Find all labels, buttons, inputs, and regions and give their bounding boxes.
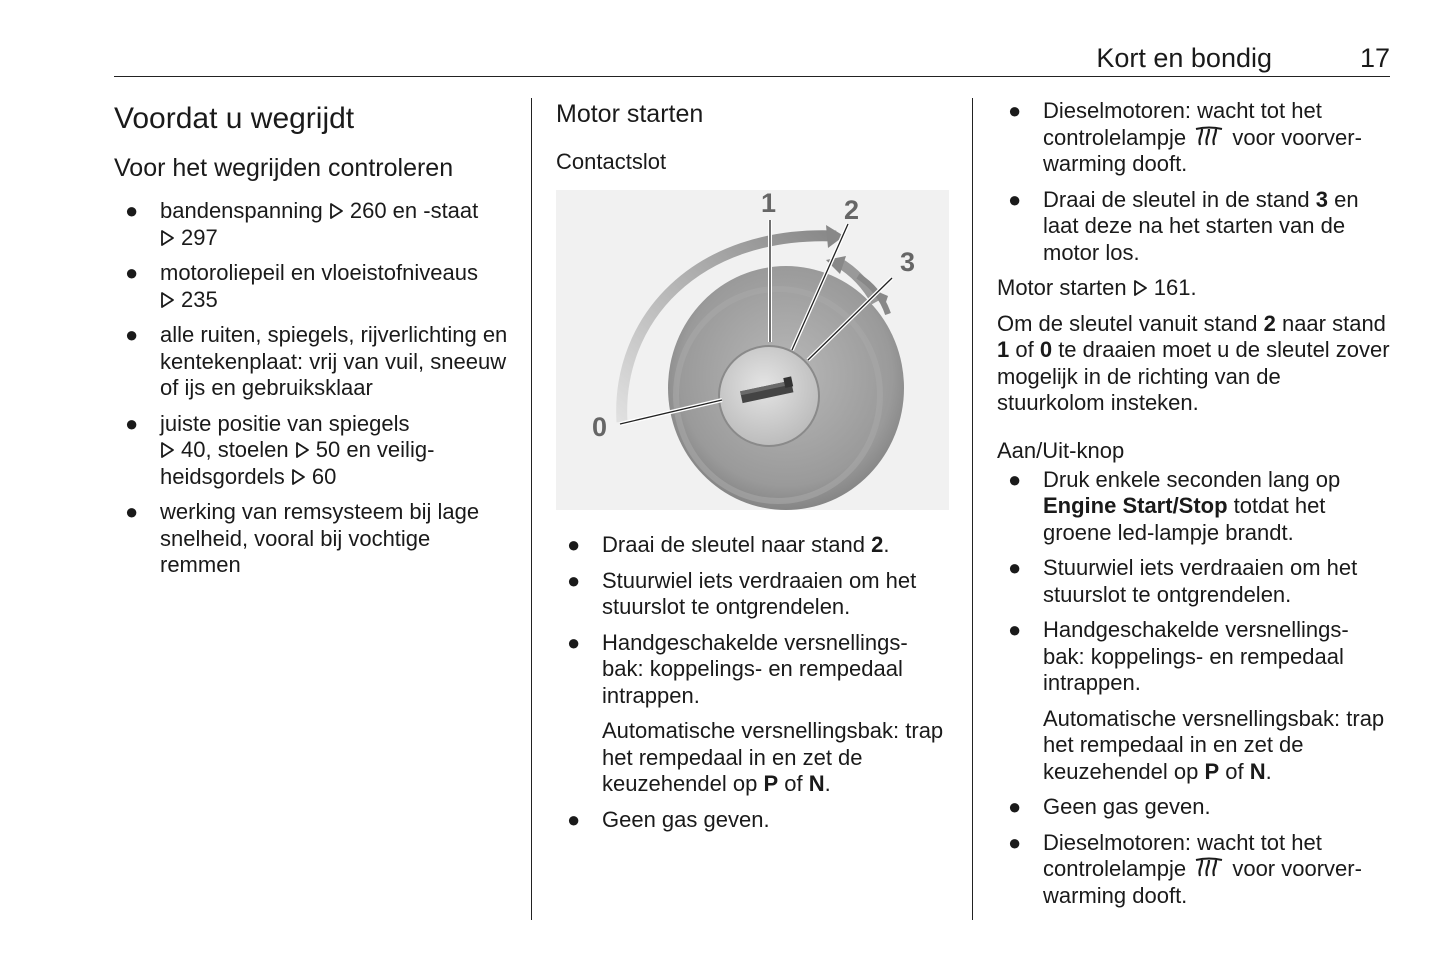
paragraph: Om de sleutel vanuit stand 2 naar stand 1 of 0 te draaien moet u de sleutel zover mogelijk in de richting van de stuurkolom insteken. — [997, 310, 1390, 415]
page-reference[interactable]: 161. — [1153, 275, 1197, 300]
page-header — [114, 40, 1390, 77]
instruction-list — [997, 467, 1390, 910]
list-item: ● Draai de sleutel naar stand 2. — [567, 532, 890, 557]
page-reference[interactable]: 260 en -staat — [349, 198, 479, 223]
page-reference[interactable]: 297 — [181, 224, 218, 250]
sub-paragraph: Automatische versnellingsbak: trap het rempedaal in en zet de keuzehendel op P of N. — [1043, 705, 1385, 784]
subsection-heading: Voor het wegrijden controleren — [114, 154, 454, 182]
reference-arrow-icon — [295, 441, 310, 459]
list-item: ● Handgeschakelde versnellings-bak: koppelings- en rempedaal intrappen. Automatische versnellingsbak: trap het rempedaal in en zet de keuzehendel op P of N. — [556, 630, 948, 798]
list-item: ● alle ruiten, spiegels, rijverlichting en kentekenplaat: vrij van vuil, sneeuw of ijs en gebruiksklaar — [125, 322, 508, 400]
list-item: ● Dieselmotoren: wacht tot het controlelampje voor voorver-warming dooft. — [1008, 98, 1362, 176]
instruction-list — [556, 532, 948, 833]
reference-arrow-icon — [160, 229, 175, 247]
subsection-heading: Contactslot — [556, 149, 667, 174]
sub-paragraph: Automatische versnellingsbak: trap het rempedaal in en zet de keuzehendel op P of N. — [602, 718, 944, 796]
position-label-1: 1 — [761, 190, 777, 218]
page-reference[interactable]: 40, stoelen — [181, 437, 289, 462]
reference-arrow-icon — [1133, 279, 1148, 297]
list-item: ● Druk enkele seconden lang op Engine Start/Stop totdat het groene led-lampje brandt. — [1008, 466, 1341, 545]
section-title: Kort en bondig — [1096, 43, 1272, 73]
position-label-0: 0 — [592, 412, 608, 442]
ignition-diagram — [556, 190, 949, 510]
checklist — [114, 198, 514, 579]
page-reference[interactable]: 235 — [181, 286, 218, 312]
list-item: ● Stuurwiel iets verdraaien om het stuurslot te ontgrendelen. — [1008, 555, 1358, 607]
position-label-3: 3 — [900, 247, 916, 277]
page-reference[interactable]: 60 — [311, 463, 337, 489]
position-label-2: 2 — [844, 195, 860, 225]
page-reference[interactable]: 50 en veilig-heidsgordels — [160, 437, 435, 489]
page-number: 17 — [1359, 43, 1390, 73]
list-item: ● Dieselmotoren: wacht tot het controlelampje voor voorver-warming dooft. — [1008, 829, 1362, 908]
reference-arrow-icon — [160, 441, 175, 459]
list-item: ● juiste positie van spiegels 40, stoelen 50 en veilig-heidsgordels 60 — [125, 410, 435, 489]
list-item: ● Stuurwiel iets verdraaien om het stuurslot te ontgrendelen. — [567, 567, 917, 619]
column-3 — [997, 98, 1390, 918]
subsection-heading: Aan/Uit-knop — [997, 437, 1125, 463]
list-item: ● Geen gas geven. — [1008, 794, 1211, 819]
preheat-indicator-icon — [1194, 857, 1224, 879]
column-divider — [972, 98, 973, 920]
reference-arrow-icon — [291, 468, 306, 486]
column-1 — [114, 100, 514, 588]
list-item: ● Geen gas geven. — [567, 806, 770, 832]
reference-arrow-icon — [160, 291, 175, 309]
list-item: ● bandenspanning 260 en -staat 297 — [125, 198, 479, 250]
list-item: ● werking van remsysteem bij lage snelheid, vooral bij vochtige remmen — [125, 499, 480, 577]
list-item: ● motoroliepeil en vloeistofniveaus 235 — [125, 260, 478, 312]
instruction-list — [997, 98, 1390, 266]
paragraph: Motor starten 161. — [997, 275, 1197, 300]
ignition-switch-figure — [556, 190, 949, 510]
section-heading: Motor starten — [556, 100, 704, 128]
reference-arrow-icon — [329, 202, 344, 220]
section-heading: Voordat u wegrijdt — [114, 102, 355, 135]
list-item: ● Draai de sleutel in de stand 3 en laat deze na het starten van de motor los. — [1008, 186, 1359, 265]
column-2 — [556, 98, 948, 842]
preheat-indicator-icon — [1194, 126, 1224, 148]
button-name: Engine Start/Stop — [1043, 493, 1228, 518]
column-divider — [531, 98, 532, 920]
list-item: ● Handgeschakelde versnellings-bak: koppelings- en rempedaal intrappen. Automatische versnellingsbak: trap het rempedaal in en zet de keuzehendel op P of N. — [997, 617, 1390, 785]
